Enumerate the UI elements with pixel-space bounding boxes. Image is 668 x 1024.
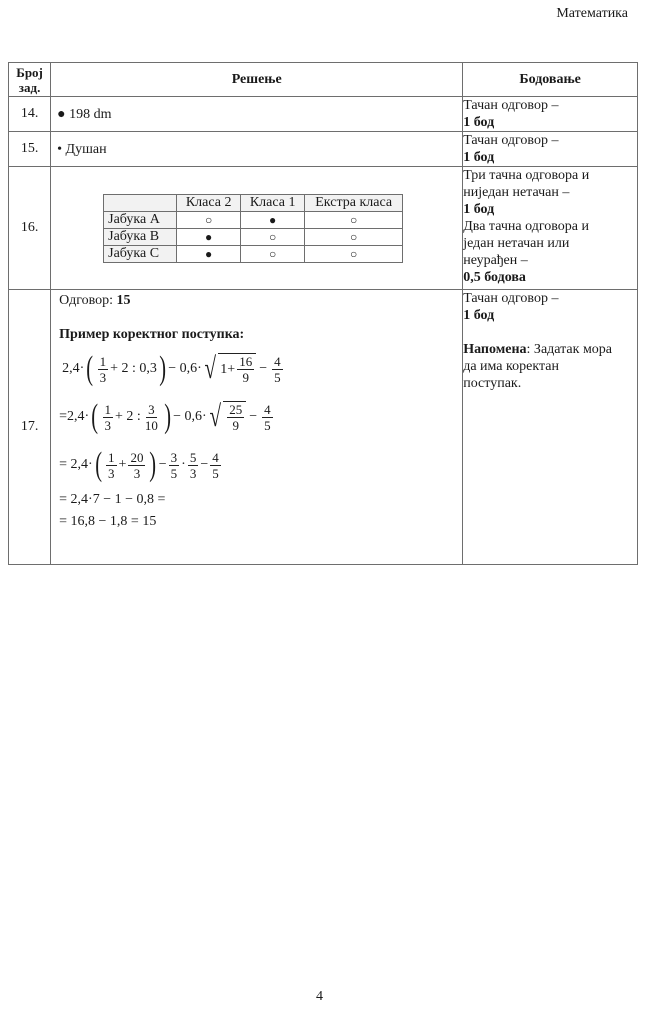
- note-text: : Задатак мора: [526, 342, 613, 357]
- table-header-row: [9, 63, 638, 97]
- scoring-points: 1 бод: [463, 308, 495, 323]
- inner-row: [104, 211, 403, 228]
- inner-col-header: Класа 2: [177, 194, 241, 211]
- math-term: − 0,6·: [168, 361, 202, 376]
- table-row: [9, 132, 638, 167]
- fraction: $\frac{4}{5}$: [264, 401, 271, 433]
- math-term: 2,4·: [62, 361, 85, 376]
- radio-mark: ○: [305, 228, 403, 245]
- task-number: 17.: [9, 290, 51, 565]
- header-solution: Решење: [51, 63, 463, 97]
- inner-row: [104, 228, 403, 245]
- table-row: [9, 167, 638, 290]
- math-line-5: = 16,8 − 1,8 = 15: [59, 514, 157, 529]
- scoring-text: један нетачан или: [463, 236, 570, 251]
- fraction: $\frac{4}{5}$: [212, 449, 219, 481]
- apple-class-table: [103, 194, 403, 263]
- scoring-text: неурађен –: [463, 253, 528, 268]
- procedure-title: Пример коректног поступка:: [59, 327, 245, 342]
- math-term: =2,4·: [59, 409, 90, 424]
- inner-header-row: [104, 194, 403, 211]
- page-header-subject: Математика: [556, 6, 628, 21]
- math-line-1: 2,4· ( $\frac{1}{3}$ + 2 : 0,3 ) − 0,6· √ 1+ $\frac{16}{9}$ − $\frac{4}{5}$: [62, 350, 281, 387]
- inner-col-header: Екстра класа: [305, 194, 403, 211]
- solution-text: • Душан: [57, 141, 107, 157]
- fraction: $\frac{1}{3}$: [104, 401, 112, 433]
- scoring-cell: [463, 97, 638, 132]
- inner-row-label: Јабука B: [104, 228, 177, 245]
- radio-mark: ●: [241, 211, 305, 228]
- math-term: = 2,4·: [59, 457, 93, 472]
- solution-cell: [51, 290, 463, 565]
- task-number: 14.: [9, 97, 51, 132]
- math-term: −: [259, 361, 268, 376]
- scoring-cell: [463, 167, 638, 290]
- math-term: −: [158, 457, 167, 472]
- math-term: −: [249, 409, 258, 424]
- fraction: $\frac{4}{5}$: [274, 353, 281, 385]
- header-scoring: Бодовање: [463, 63, 638, 97]
- scoring-text: Тачан одговор –: [463, 291, 559, 306]
- scoring-text: Тачан одговор –: [463, 133, 559, 148]
- task-number: 15.: [9, 132, 51, 167]
- scoring-cell: [463, 290, 638, 565]
- solution-cell: [51, 167, 463, 290]
- inner-row-label: Јабука C: [104, 245, 177, 262]
- math-term: ·: [181, 457, 186, 472]
- scoring-points: 1 бод: [463, 115, 495, 130]
- scoring-text: Тачан одговор –: [463, 98, 559, 113]
- math-line-3: = 2,4· ( $\frac{1}{3}$ + $\frac{20}{3}$ ) − $\frac{3}{5}$ · $\frac{5}{3}$ − $\frac{4}{5}$: [59, 446, 219, 483]
- scoring-text: ниједан нетачан –: [463, 185, 570, 200]
- inner-col-header: Класа 1: [241, 194, 305, 211]
- inner-row-label: Јабука А: [104, 211, 177, 228]
- math-term: −: [200, 457, 209, 472]
- radio-mark: ●: [177, 245, 241, 262]
- scoring-cell: [463, 132, 638, 167]
- math-line-2: =2,4· ( $\frac{1}{3}$ + 2 : $\frac{3}{10}$ ) − 0,6· √ $\frac{25}{9}$ − $\frac{4}{5}$: [59, 398, 271, 435]
- fraction: $\frac{5}{3}$: [189, 449, 197, 481]
- solutions-table: [8, 62, 638, 565]
- math-term: + 2 :: [115, 409, 141, 424]
- fraction: $\frac{20}{3}$: [130, 449, 144, 481]
- fraction: $\frac{3}{5}$: [170, 449, 178, 481]
- header-number-line1: Број: [16, 64, 43, 80]
- radio-mark: ○: [305, 211, 403, 228]
- inner-row: [104, 245, 403, 262]
- table-row: [9, 97, 638, 132]
- radio-mark: ○: [305, 245, 403, 262]
- scoring-text: Два тачна одговора и: [463, 219, 589, 234]
- scoring-points: 1 бод: [463, 202, 495, 217]
- solution-text: ● 198 dm: [57, 106, 112, 122]
- page-number: 4: [316, 989, 323, 1004]
- radio-mark: ○: [177, 211, 241, 228]
- answer-value: 15: [116, 293, 131, 308]
- radio-mark: ●: [177, 228, 241, 245]
- answer-line: [59, 292, 454, 309]
- scoring-note: [463, 341, 637, 358]
- header-number: [9, 63, 51, 97]
- task-number: 16.: [9, 167, 51, 290]
- radio-mark: ○: [241, 245, 305, 262]
- inner-corner: [104, 194, 177, 211]
- radio-mark: ○: [241, 228, 305, 245]
- header-number-line2: зад.: [18, 79, 41, 95]
- scoring-points: 0,5 бодова: [463, 270, 526, 285]
- math-line-4: = 2,4·7 − 1 − 0,8 =: [59, 492, 166, 507]
- note-text: поступак.: [463, 376, 522, 391]
- fraction: $\frac{3}{10}$: [144, 401, 158, 433]
- note-label: Напомена: [463, 342, 527, 357]
- math-term: − 0,6·: [173, 409, 207, 424]
- math-term: +: [118, 457, 127, 472]
- scoring-text: Три тачна одговора и: [463, 168, 590, 183]
- fraction: $\frac{1}{3}$: [108, 449, 115, 481]
- table-row: [9, 290, 638, 565]
- square-root: √ 1+ $\frac{16}{9}$: [202, 353, 256, 385]
- scoring-points: 1 бод: [463, 150, 495, 165]
- math-term: + 2 : 0,3: [110, 361, 157, 376]
- answer-label: Одговор:: [59, 293, 117, 308]
- note-text: да има коректан: [463, 359, 559, 374]
- square-root: √ $\frac{25}{9}$: [207, 401, 246, 433]
- fraction: $\frac{1}{3}$: [99, 353, 107, 385]
